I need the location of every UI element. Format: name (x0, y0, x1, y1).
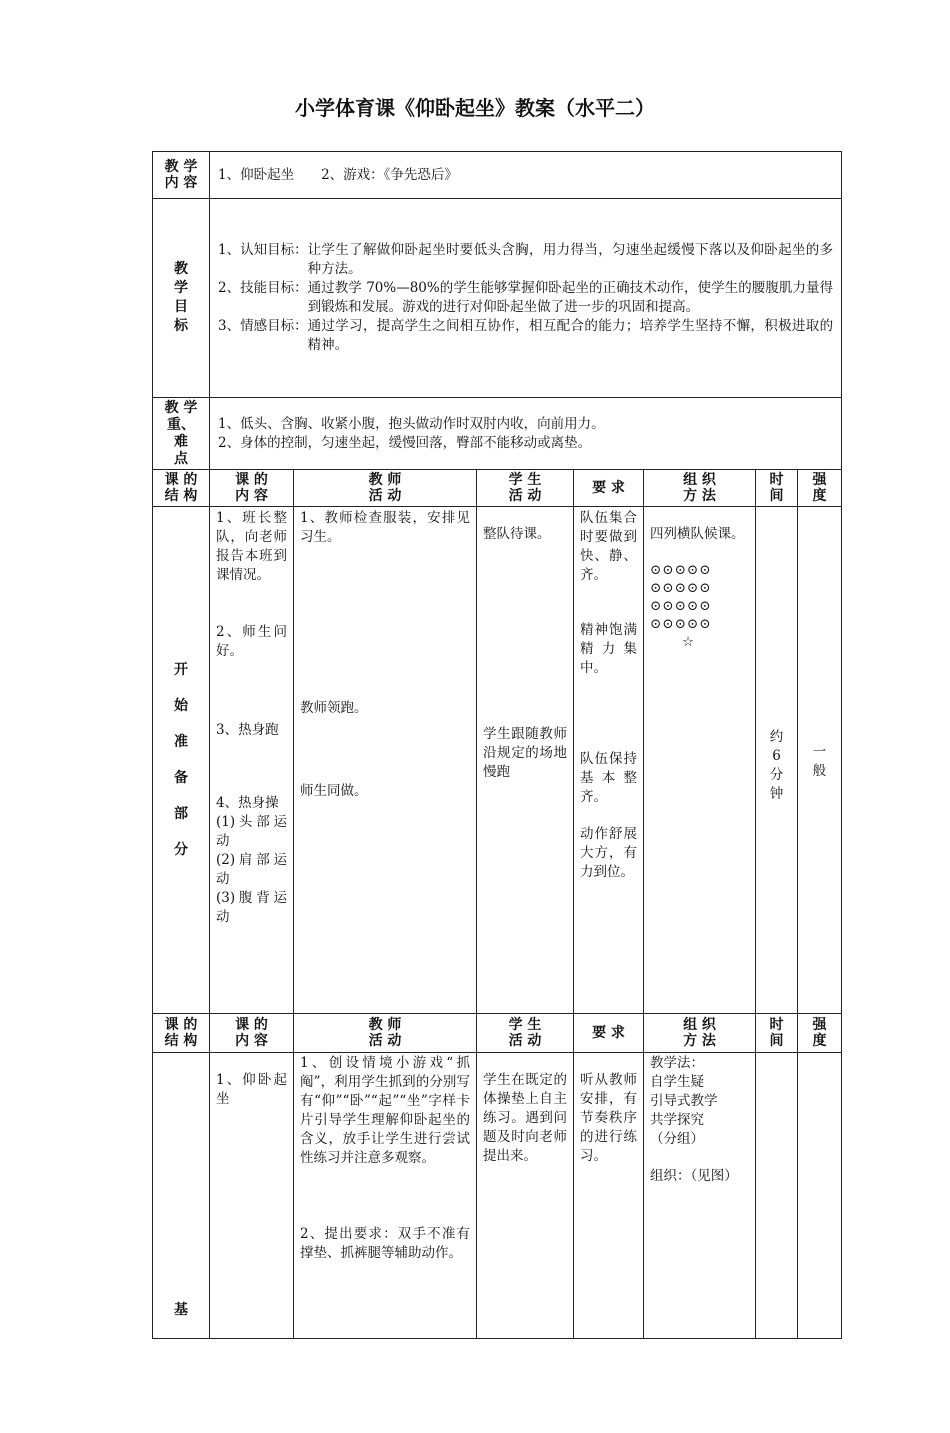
warmup-teacher (294, 507, 477, 1014)
teacher-star-icon: ☆ (682, 634, 695, 650)
header-student: 学 生 活 动 (477, 470, 574, 507)
section-basic (153, 1053, 842, 1339)
content-item: (2)肩部运动 (216, 852, 287, 887)
basic-organization (644, 1053, 756, 1339)
label-key-points: 教 学 重、 难 点 (153, 398, 210, 470)
header-organization: 组 织 方 法 (644, 470, 756, 507)
basic-requirement: 听从教师安排，有节奏秩序的进行练习。 (574, 1053, 644, 1339)
key-points (210, 398, 842, 470)
content-item: 3、热身跑 (216, 722, 279, 738)
requirement-item: 队伍集合时要做到快、静、齐。 (580, 510, 637, 583)
formation-row: ⊙⊙⊙⊙⊙ (650, 616, 712, 632)
header-teacher: 教 师 活 动 (294, 1014, 477, 1053)
part-basic: 基 (153, 1053, 210, 1339)
header-structure: 课 的 结 构 (153, 1014, 210, 1053)
header-requirement: 要 求 (574, 1014, 644, 1053)
organization-item: 自学生疑 (650, 1074, 704, 1090)
basic-teacher (294, 1053, 477, 1339)
content-item: 2、师生问好。 (216, 624, 287, 659)
organization-item: 共学探究 (650, 1112, 704, 1128)
basic-student: 学生在既定的体操垫上自主练习。遇到问题及时向老师提出来。 (477, 1053, 574, 1339)
label-teaching-goals: 教 学 目 标 (153, 199, 210, 398)
part-warmup: 开 始 准 备 部 分 (153, 507, 210, 1014)
content-item: 4、热身操 (216, 795, 279, 811)
basic-content: 1、仰卧起坐 (210, 1053, 294, 1339)
teacher-item: 1、教师检查服装，安排见习生。 (300, 510, 470, 545)
warmup-intensity: 一 般 (798, 507, 842, 1014)
warmup-organization (644, 507, 756, 1014)
teacher-item: 2、提出要求：双手不准有撑垫、抓裤腿等辅助动作。 (300, 1226, 470, 1261)
header-organization: 组 织 方 法 (644, 1014, 756, 1053)
teacher-item: 1、创设情境小游戏“抓阄”，利用学生抓到的分别写有“仰”“卧”“起”“坐”字样卡片引导学生理解仰卧起坐的含义，放手让学生进行尝试性练习并注意多观察。 (300, 1055, 470, 1166)
organization-item: （分组） (650, 1131, 704, 1147)
section-warmup (153, 507, 842, 1014)
goal-label: 3、情感目标： (218, 318, 308, 334)
teacher-item: 教师领跑。 (300, 700, 368, 716)
requirement-item: 精神饱满精力集中。 (580, 622, 637, 676)
header-intensity: 强 度 (798, 1014, 842, 1053)
header-content: 课 的 内 容 (210, 470, 294, 507)
formation-row: ⊙⊙⊙⊙⊙ (650, 580, 712, 596)
goal-item (218, 241, 833, 279)
teaching-content-text: 1、仰卧起坐 2、游戏：《争先恐后》 (210, 152, 842, 199)
organization-item: 教学法： (650, 1055, 704, 1071)
formation-diagram (650, 561, 749, 652)
organization-item: 组织：（见图） (650, 1168, 738, 1184)
header-student: 学 生 活 动 (477, 1014, 574, 1053)
basic-time (756, 1053, 798, 1339)
organization-text: 四列横队候课。 (650, 526, 745, 542)
goal-text: 通过教学 70%—80%的学生能够掌握仰卧起坐的正确技术动作，使学生的腰腹肌力量得到锻炼和发展。游戏的进行对仰卧起坐做了进一步的巩固和提高。 (307, 280, 834, 315)
page-title: 小学体育课《仰卧起坐》教案（水平二） (295, 96, 655, 120)
warmup-requirement (574, 507, 644, 1014)
label-teaching-content: 教 学 内 容 (153, 152, 210, 199)
warmup-content (210, 507, 294, 1014)
header-time: 时 间 (756, 1014, 798, 1053)
header-structure: 课 的 结 构 (153, 470, 210, 507)
header-teacher: 教 师 活 动 (294, 470, 477, 507)
lesson-plan-table (152, 151, 842, 1339)
row-teaching-content (153, 152, 842, 199)
key-point-line: 1、低头、含胸、收紧小腹，抱头做动作时双肘内收，向前用力。 (218, 415, 605, 432)
header-content: 课 的 内 容 (210, 1014, 294, 1053)
organization-item: 引导式教学 (650, 1093, 718, 1109)
goal-item (218, 279, 833, 317)
row-teaching-goals (153, 199, 842, 398)
formation-row: ⊙⊙⊙⊙⊙ (650, 562, 712, 578)
row-key-points (153, 398, 842, 470)
teacher-item: 师生同做。 (300, 783, 368, 799)
requirement-item: 队伍保持基本整齐。 (580, 751, 637, 805)
goal-text: 让学生了解做仰卧起坐时要低头含胸，用力得当，匀速坐起缓慢下落以及仰卧起坐的多种方法。 (307, 242, 834, 277)
column-header-row (153, 470, 842, 507)
formation-row: ⊙⊙⊙⊙⊙ (650, 598, 712, 614)
warmup-student (477, 507, 574, 1014)
content-item: 1、班长整队，向老师报告本班到课情况。 (216, 510, 287, 583)
student-item: 整队待课。 (483, 526, 551, 542)
goal-label: 2、技能目标： (218, 280, 308, 296)
column-header-row (153, 1014, 842, 1053)
goal-label: 1、认知目标： (218, 242, 308, 258)
warmup-time: 约 6 分 钟 (756, 507, 798, 1014)
content-item: (1)头部运动 (216, 814, 287, 849)
header-requirement: 要 求 (574, 470, 644, 507)
goal-text: 通过学习，提高学生之间相互协作，相互配合的能力；培养学生坚持不懈，积极进取的精神。 (307, 318, 834, 353)
student-item: 学生跟随教师沿规定的场地慢跑 (483, 726, 567, 780)
goal-item (218, 317, 833, 355)
key-point-line: 2、身体的控制，匀速坐起，缓慢回落，臀部不能移动或离垫。 (218, 434, 592, 451)
content-item: (3)腹背运动 (216, 890, 287, 925)
requirement-item: 动作舒展大方，有力到位。 (580, 826, 637, 880)
teaching-goals (210, 199, 842, 398)
header-time: 时 间 (756, 470, 798, 507)
basic-intensity (798, 1053, 842, 1339)
header-intensity: 强 度 (798, 470, 842, 507)
